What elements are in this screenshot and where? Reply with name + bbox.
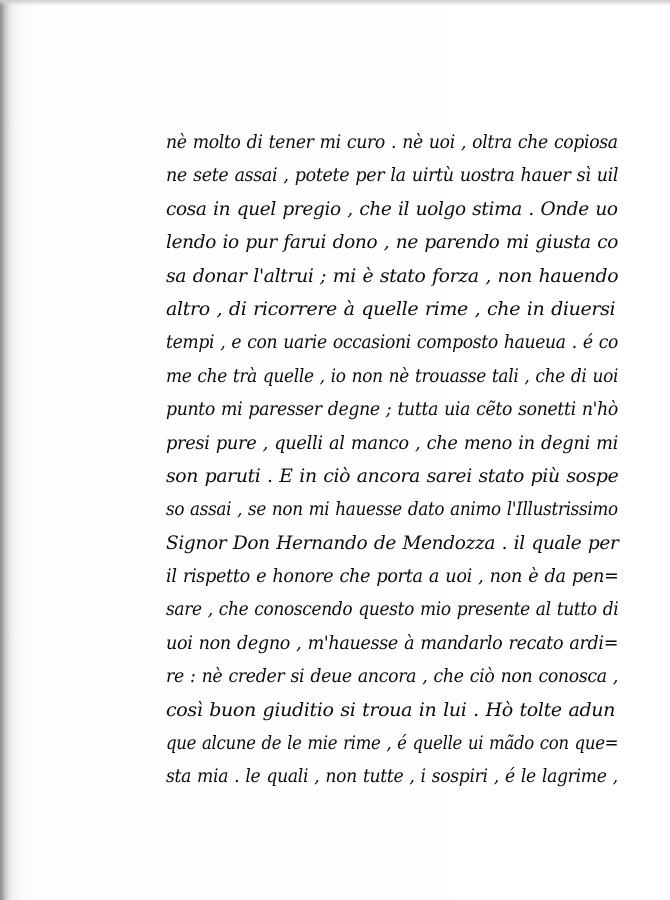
text-line: Signor Don Hernando de Mendozza . il quale per (166, 531, 619, 554)
text-line: so assai , se non mi hauesse dato animo l'Illustrissimo (166, 498, 618, 521)
text-line: que alcune de le mie rime , é quelle ui mãdo con que= (166, 732, 619, 755)
text-line: altro , di ricorrere à quelle rime , che in diuersi (166, 297, 616, 320)
gutter-shadow (0, 0, 10, 900)
text-line: punto mi paresser degne ; tutta uia cẽto sonetti n'hò (166, 398, 618, 421)
text-line: cosa in quel pregio , che il uolgo stima . Onde uo (166, 197, 618, 220)
top-edge-shadow (0, 0, 670, 6)
text-line: sare , che conoscendo questo mio presente al tutto di (166, 598, 619, 621)
text-line: son paruti . E in ciò ancora sarei stato più sospe (166, 464, 619, 487)
text-line: così buon giuditio si troua in lui . Hò tolte adun (166, 698, 616, 721)
text-line: me che trà quelle , io non nè trouasse tali , che di uoi (166, 364, 619, 387)
text-line: sta mia . le quali , non tutte , i sospiri , é le lagrime , (166, 765, 618, 788)
text-line: presi pure , quelli al manco , che meno in degni mi (166, 431, 618, 454)
text-line: lendo io pur farui dono , ne parendo mi giusta co (166, 231, 618, 254)
text-line: uoi non degno , m'hauesse à mandarlo recato ardi= (166, 631, 619, 654)
text-line: sa donar l'altrui ; mi è stato forza , non hauendo (166, 264, 619, 287)
text-block (166, 126, 619, 794)
text-line: ne sete assai , potete per la uirtù uostra hauer sì uil (166, 164, 619, 187)
text-line: re : nè creder si deue ancora , che ciò non conosca , (166, 665, 619, 688)
text-line: tempi , e con uarie occasioni composto haueua . é co (166, 331, 619, 354)
text-line: il rispetto e honore che porta a uoi , non è da pen= (166, 565, 619, 588)
text-line: nè molto di tener mi curo . nè uoi , oltra che copiosa (166, 131, 618, 153)
